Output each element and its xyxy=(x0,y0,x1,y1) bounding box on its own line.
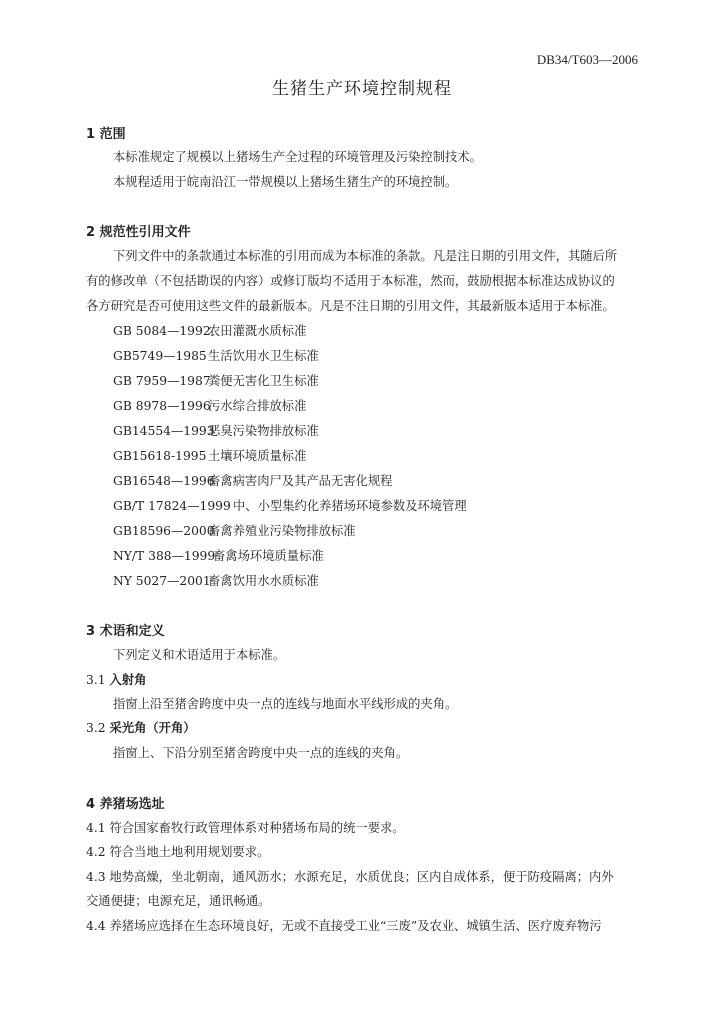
reference-title: 污水综合排放标准 xyxy=(208,399,307,413)
clause-4-4: 4.4 养猪场应选择在生态环境良好，无或不直接受工业“三废”及农业、城镇生活、医疗废弃物污 xyxy=(86,919,602,933)
reference-code: GB 8978—1996 xyxy=(113,399,211,413)
reference-title: 畜禽养殖业污染物排放标准 xyxy=(208,524,356,538)
reference-title: 生活饮用水卫生标准 xyxy=(208,349,319,363)
section-3-heading: 3 术语和定义 xyxy=(86,624,165,639)
reference-code: GB16548—1996 xyxy=(113,474,215,488)
clause-4-2: 4.2 符合当地土地利用规划要求。 xyxy=(86,845,270,859)
reference-item xyxy=(113,346,319,364)
reference-code: GB/T 17824—1999 xyxy=(113,499,231,513)
section-1-paragraph-2: 本规程适用于皖南沿江一带规模以上猪场生猪生产的环境控制。 xyxy=(113,175,458,189)
reference-title: 畜禽饮用水水质标准 xyxy=(208,574,319,588)
reference-code: GB 7959—1987 xyxy=(113,374,211,388)
reference-code: GB18596—2000 xyxy=(113,524,215,538)
section-2-paragraph-line-2: 有的修改单（不包括勘误的内容）或修订版均不适用于本标准，然而，鼓励根据本标准达成协议的 xyxy=(86,274,615,288)
reference-title: 畜禽场环境质量标准 xyxy=(213,549,324,563)
reference-item xyxy=(113,521,356,539)
term-3-2-definition: 指窗上、下沿分别至猪舍跨度中央一点的连线的夹角。 xyxy=(113,746,409,760)
section-2-paragraph-line-3: 各方研究是否可使用这些文件的最新版本。凡是不注日期的引用文件，其最新版本适用于本标准。 xyxy=(86,299,615,313)
reference-item xyxy=(113,396,306,414)
reference-title: 土壤环境质量标准 xyxy=(208,449,307,463)
clause-4-3-line-2: 交通便捷；电源充足，通讯畅通。 xyxy=(86,894,271,908)
reference-title: 农田灌溉水质标准 xyxy=(208,324,307,338)
reference-code: GB15618-1995 xyxy=(113,449,207,463)
reference-item xyxy=(113,496,467,514)
reference-title: 中、小型集约化养猪场环境参数及环境管理 xyxy=(233,499,467,513)
section-1-paragraph-1: 本标准规定了规模以上猪场生产全过程的环境管理及污染控制技术。 xyxy=(113,150,482,164)
term-name: 入射角 xyxy=(109,673,147,687)
clause-4-1: 4.1 符合国家畜牧行政管理体系对种猪场布局的统一要求。 xyxy=(86,821,405,835)
reference-item xyxy=(113,371,319,389)
standard-number: DB34/T603—2006 xyxy=(536,52,638,67)
term-number: 3.1 xyxy=(86,673,106,687)
section-1-heading: 1 范围 xyxy=(86,127,126,142)
reference-code: NY 5027—2001 xyxy=(113,574,211,588)
reference-code: GB14554—1993 xyxy=(113,424,215,438)
reference-item xyxy=(113,321,306,339)
reference-item xyxy=(113,471,392,489)
reference-title: 粪便无害化卫生标准 xyxy=(208,374,319,388)
reference-item xyxy=(113,546,324,564)
term-number: 3.2 xyxy=(86,721,106,735)
term-3-1 xyxy=(86,670,146,688)
section-4-heading: 4 养猪场选址 xyxy=(86,797,165,812)
term-name: 采光角（开角） xyxy=(109,721,196,735)
reference-item xyxy=(113,421,319,439)
reference-item xyxy=(113,446,306,464)
term-3-2 xyxy=(86,718,196,736)
document-title: 生猪生产环境控制规程 xyxy=(272,79,452,99)
reference-code: GB 5084—1992 xyxy=(113,324,211,338)
term-3-1-definition: 指窗上沿至猪舍跨度中央一点的连线与地面水平线形成的夹角。 xyxy=(113,697,458,711)
reference-code: NY/T 388—1999 xyxy=(113,549,216,563)
reference-code: GB5749—1985 xyxy=(113,349,207,363)
clause-4-3-line-1: 4.3 地势高燥，坐北朝南，通风沥水；水源充足，水质优良；区内自成体系，便于防疫隔离；内外 xyxy=(86,870,614,884)
section-2-heading: 2 规范性引用文件 xyxy=(86,225,191,240)
reference-item xyxy=(113,571,319,589)
reference-title: 畜禽病害肉尸及其产品无害化规程 xyxy=(208,474,393,488)
reference-title: 恶臭污染物排放标准 xyxy=(208,424,319,438)
section-3-intro: 下列定义和术语适用于本标准。 xyxy=(113,648,286,662)
section-2-paragraph-line-1: 下列文件中的条款通过本标准的引用而成为本标准的条款。凡是注日期的引用文件，其随后所 xyxy=(113,249,618,263)
